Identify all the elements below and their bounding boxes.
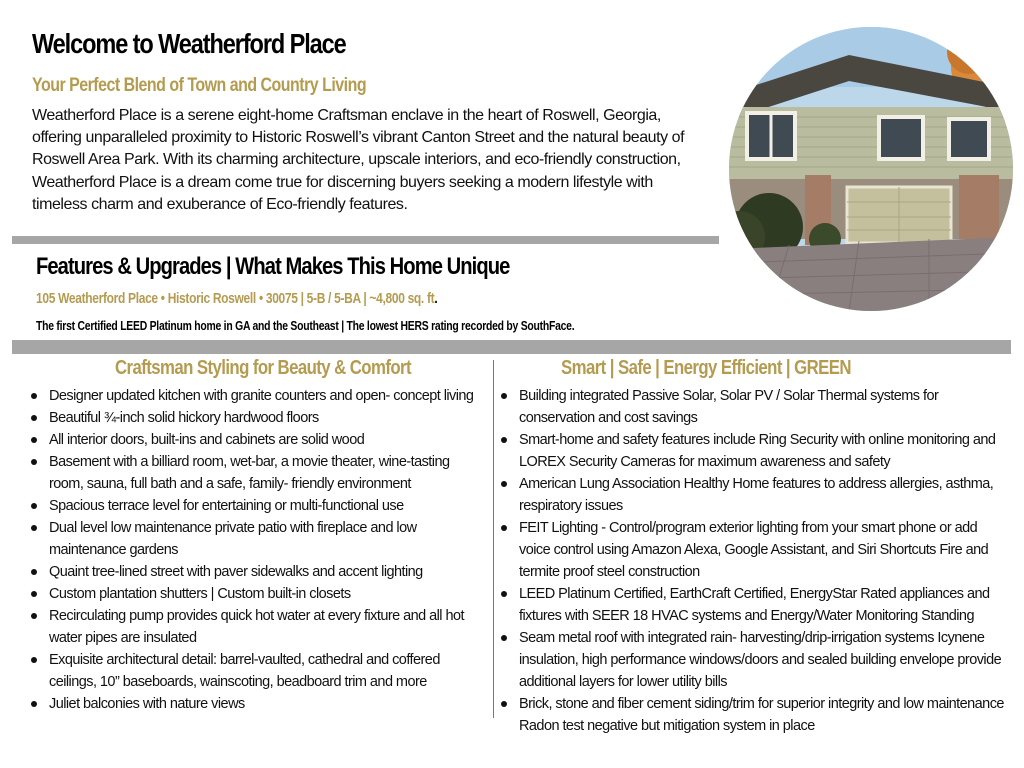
intro-paragraph: Weatherford Place is a serene eight-home Craftsman enclave in the heart of Roswell, Georgia, offering unparalleled proximity to Historic Roswell’s vibrant Canton Street and the natural beauty of Roswell Area Park. With its charming architecture, upscale interiors, and eco-friendly construction, Weatherford Place is a dream come true for discerning buyers seeking a modern lifestyle with timeless charm and exuberance of Eco-friendly features. — [32, 107, 685, 213]
list-item: FEIT Lighting - Control/program exterior lighting from your smart phone or add voice control using Amazon Alexa, Google Assistant, and Siri Shortcuts Fire and termite proof steel construction — [500, 517, 1010, 583]
home-photo-illustration — [729, 27, 1013, 311]
list-item: American Lung Association Healthy Home features to address allergies, asthma, respiratory issues — [500, 473, 1010, 517]
list-item: Exquisite architectural detail: barrel-vaulted, cathedral and coffered ceilings, 10” baseboards, wainscoting, beadboard trim and more — [30, 649, 486, 693]
list-item: Brick, stone and fiber cement siding/trim for superior integrity and low maintenance Radon test negative but mitigation system in place — [500, 693, 1010, 737]
list-item: Recirculating pump provides quick hot water at every fixture and all hot water pipes are insulated — [30, 605, 486, 649]
smart-green-column-heading: Smart | Safe | Energy Efficient | GREEN — [561, 357, 851, 379]
list-item: Beautiful ¾-inch solid hickory hardwood floors — [30, 407, 486, 429]
craftsman-features-list — [30, 385, 486, 715]
list-item: Spacious terrace level for entertaining or multi-functional use — [30, 495, 486, 517]
features-heading: Features & Upgrades | What Makes This Home Unique — [36, 253, 510, 280]
home-photo — [729, 27, 1013, 311]
list-item: Quaint tree-lined street with paver sidewalks and accent lighting — [30, 561, 486, 583]
address-period: . — [434, 290, 438, 307]
property-address-line — [36, 290, 437, 307]
top-divider-bar — [12, 236, 719, 244]
address-text: 105 Weatherford Place • Historic Roswell • 30075 | 5-B / 5-BA | ~4,800 sq. ft — [36, 290, 435, 307]
list-item: Building integrated Passive Solar, Solar PV / Solar Thermal systems for conservation and cost savings — [500, 385, 1010, 429]
section-divider-bar — [12, 340, 1011, 354]
list-item: Smart-home and safety features include Ring Security with online monitoring and LOREX Security Cameras for maximum awareness and safety — [500, 429, 1010, 473]
list-item: Basement with a billiard room, wet-bar, a movie theater, wine-tasting room, sauna, full bath and a safe, family- friendly environment — [30, 451, 486, 495]
list-item: LEED Platinum Certified, EarthCraft Certified, EnergyStar Rated appliances and fixtures with SEER 18 HVAC systems and Energy/Water Monitoring Standing — [500, 583, 1010, 627]
list-item: All interior doors, built-ins and cabinets are solid wood — [30, 429, 486, 451]
column-divider — [493, 360, 494, 718]
list-item: Juliet balconies with nature views — [30, 693, 486, 715]
list-item: Seam metal roof with integrated rain- harvesting/drip-irrigation systems Icynene insulation, high performance windows/doors and sealed building envelope provide additional layers for lower utility bills — [500, 627, 1010, 693]
list-item: Designer updated kitchen with granite counters and open- concept living — [30, 385, 486, 407]
list-item: Dual level low maintenance private patio with fireplace and low maintenance gardens — [30, 517, 486, 561]
craftsman-column-heading: Craftsman Styling for Beauty & Comfort — [115, 357, 411, 379]
page-subtitle: Your Perfect Blend of Town and Country Living — [32, 75, 367, 96]
list-item: Custom plantation shutters | Custom built-in closets — [30, 583, 486, 605]
leed-certification-line: The first Certified LEED Platinum home in GA and the Southeast | The lowest HERS rating recorded by SouthFace. — [36, 318, 575, 333]
smart-green-features-list — [500, 385, 1010, 737]
page-title: Welcome to Weatherford Place — [32, 28, 346, 59]
